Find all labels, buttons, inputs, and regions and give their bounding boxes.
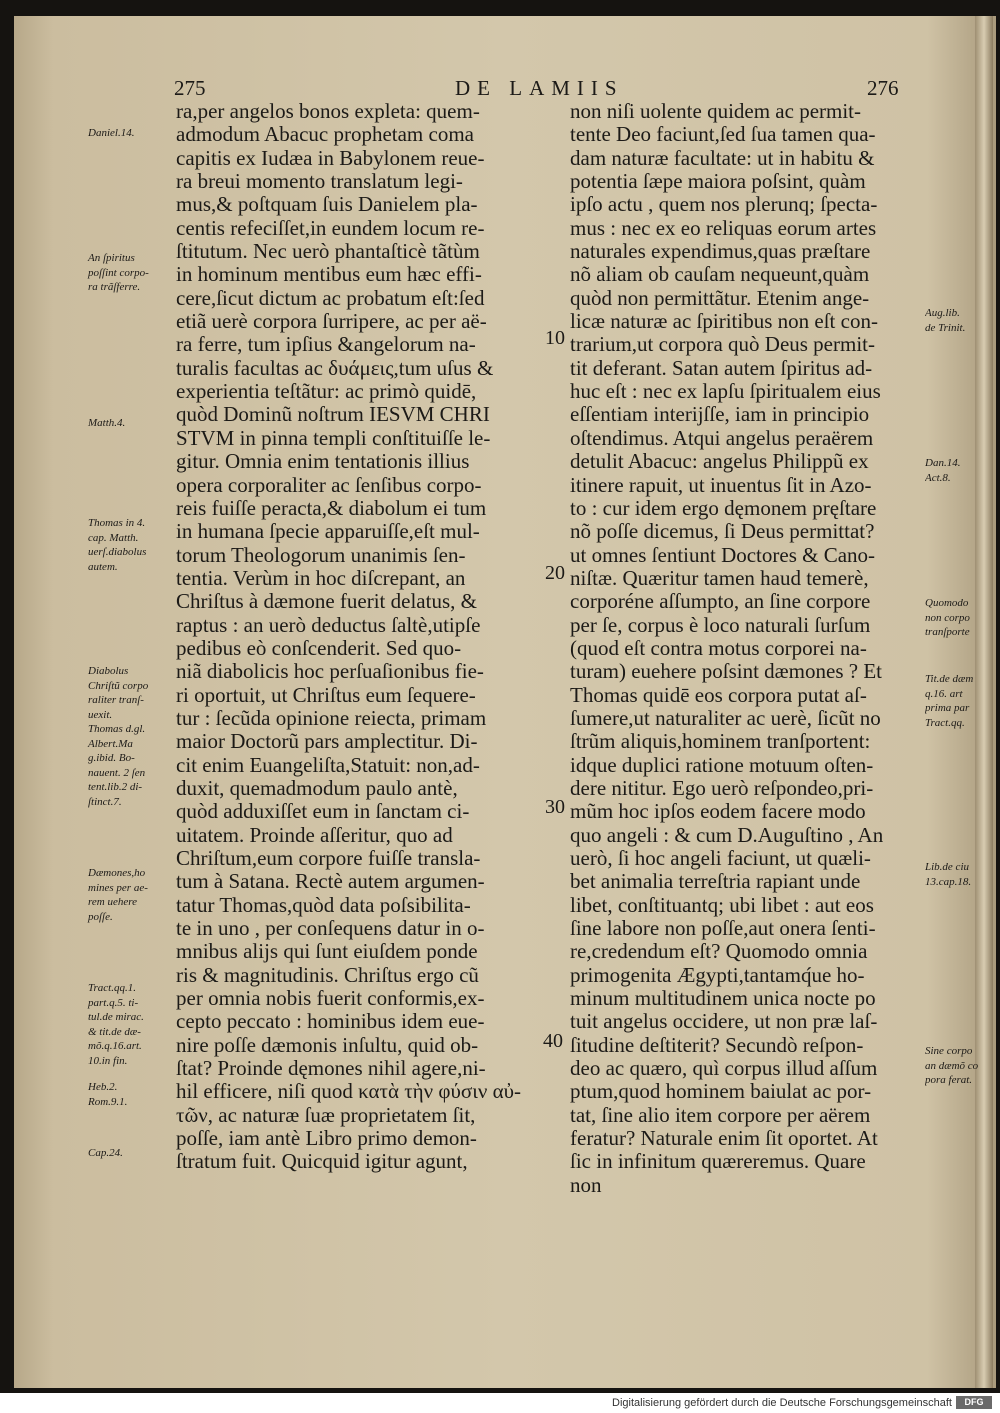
text-line: gitur. Omnia enim tentationis illius xyxy=(176,449,470,474)
margin-note xyxy=(925,672,997,730)
text-line: reis fuiſſe peracta,& diabolum ei tum xyxy=(176,495,487,520)
right-text-column xyxy=(570,100,928,1197)
margin-note-line: tranſporte xyxy=(925,626,970,638)
text-line: ſitudine deſtiterit? Secundò reſpon- xyxy=(570,1032,864,1057)
text-line: niã diabolicis hoc perſuaſionibus fie- xyxy=(176,659,484,684)
text-line: tatur Thomas,quòd data poſsibilita- xyxy=(176,892,471,917)
margin-note-line: Tit.de dæm xyxy=(925,673,974,685)
margin-note xyxy=(925,306,997,335)
text-line: admodum Abacuc prophetam coma xyxy=(176,122,474,147)
text-line: tentia. Verùm in hoc diſcrepant, an xyxy=(176,565,466,590)
margin-note-line: an dæmõ co xyxy=(925,1059,979,1072)
margin-note-line: Daniel.14. xyxy=(88,127,135,139)
margin-note xyxy=(88,416,174,431)
text-line: ſtat? Proinde dęmones nihil agere,ni- xyxy=(176,1056,486,1081)
margin-note xyxy=(88,1146,174,1161)
margin-note-line: ra trãſferre. xyxy=(88,281,141,293)
margin-note-line: raliter tranſ- xyxy=(88,694,144,706)
text-line: ſine labore non poſſe,aut onera ſenti- xyxy=(570,916,876,941)
text-line: ris & magnitudinis. Chriſtus ergo cũ xyxy=(176,962,479,987)
margin-note-line: Lib.de ciu xyxy=(925,861,969,873)
margin-note-line: Quomodo xyxy=(925,597,969,609)
margin-note-line: Diabolus xyxy=(88,665,129,677)
line-number: 20 xyxy=(545,562,565,584)
margin-note xyxy=(88,664,174,809)
text-line: ut omnes ſentiunt Doctores & Cano- xyxy=(570,542,876,567)
text-line: tur : ſecũda opinione reiecta, primam xyxy=(176,705,487,730)
text-line: te in uno , per conſequens datur in o- xyxy=(176,916,485,941)
margin-note-line: Rom.9.1. xyxy=(88,1095,128,1108)
line-number: 10 xyxy=(545,327,565,349)
margin-note-line: g.ibid. Bo- xyxy=(88,752,135,764)
margin-note xyxy=(925,456,997,485)
text-line: ſic in infinitum quæreremus. Quare xyxy=(570,1149,866,1174)
margin-note-line: & tit.de dæ- xyxy=(88,1025,141,1038)
text-line: per ſe, corpus è loco naturali ſurſum xyxy=(570,612,871,637)
text-line: pedibus eò conſcenderit. Sed quo- xyxy=(176,635,462,660)
text-line: oſtendimus. Atqui angelus peraërem xyxy=(570,425,874,450)
margin-note-line: prima par xyxy=(925,702,970,714)
text-line: niſtæ. Quæritur tamen haud temerè, xyxy=(570,565,869,590)
footer-bar xyxy=(0,1393,1000,1413)
text-line: dam naturæ facultate: ut in habitu & xyxy=(570,145,875,170)
text-line: quo angeli : & cum D.Auguſtino , An xyxy=(570,822,884,847)
margin-note-line: tul.de mirac. xyxy=(88,1011,144,1023)
margin-note-line: Thomas in 4. xyxy=(88,517,146,529)
text-line: uerò, ſi hoc angeli faciunt, ut quæli- xyxy=(570,846,871,870)
text-line: capitis ex Iudæa in Babylonem reue- xyxy=(176,145,485,170)
margin-note-line: 13.cap.18. xyxy=(925,875,972,888)
text-line: hil efficere, niſi quod κατὰ τὴν φύσιν αὐ- xyxy=(176,1079,522,1104)
text-line: (quod eſt contra motus corporei na- xyxy=(570,635,867,660)
text-line: opera corporaliter ac ſenſibus corpo- xyxy=(176,472,482,497)
text-line: mnibus alijs qui ſunt eiuſdem ponde xyxy=(176,939,478,964)
margin-note-line: mõ.q.16.art. xyxy=(88,1040,142,1052)
text-line: duxit, quemadmodum paulo antè, xyxy=(176,775,458,800)
margin-note-line: Dæmones,ho xyxy=(88,867,146,879)
text-line: STVM in pinna templi conſtituiſſe le- xyxy=(176,425,491,450)
text-line: licæ naturæ ac ſpiritibus non eſt con- xyxy=(570,309,878,334)
margin-note-line: Sine corpo xyxy=(925,1045,973,1057)
margin-note-line: Tract.qq. xyxy=(925,716,965,729)
text-line: turalis facultas ac δυάμεις,tum uſus & xyxy=(176,355,494,380)
margin-note-line: Tract.qq.1. xyxy=(88,982,136,994)
text-line: experientia teſtãtur: ac primò quidē, xyxy=(176,379,477,404)
text-line: tum à Satana. Rectè autem argumen- xyxy=(176,869,485,894)
margin-note-line: nauent. 2 ſen xyxy=(88,766,146,779)
text-line: deo ac quæro, quì corpus illud aſſum xyxy=(570,1056,878,1081)
margin-note-line: Thomas d.gl. xyxy=(88,723,146,735)
margin-note-line: Cap.24. xyxy=(88,1147,123,1159)
text-line: ipſo actu , quem nos plerunq; ſpecta- xyxy=(570,192,878,217)
text-line: ſtratum fuit. Quicquid igitur agunt, xyxy=(176,1149,468,1174)
text-line: tente Deo faciunt,ſed ſua tamen qua- xyxy=(570,122,876,147)
margin-note-line: uexit. xyxy=(88,708,113,721)
text-line: uitatem. Proinde aſſeritur, quo ad xyxy=(176,822,453,847)
text-line: bet animalia terreſtria rapiant unde xyxy=(570,869,861,894)
margin-note-line: Act.8. xyxy=(925,471,951,484)
text-line: mus,& poſtquam ſuis Danielem pla- xyxy=(176,192,478,217)
text-line: ra,per angelos bonos expleta: quem- xyxy=(176,99,480,123)
text-line: non niſi uolente quidem ac permit- xyxy=(570,99,862,123)
text-line: nõ poſſe dicemus, ſi Deus permittat? xyxy=(570,519,875,544)
text-line: tuit angelus occidere, ut non præ laſ- xyxy=(570,1009,878,1034)
margin-note xyxy=(925,1044,997,1088)
text-line: libet, conſtituantq; ubi libet : aut eos xyxy=(570,892,874,917)
text-line: primogenita Ægypti,tantamq́ue ho- xyxy=(570,962,865,987)
text-line: τῶν, ac naturæ ſuæ proprietatem ſit, xyxy=(176,1102,476,1127)
margin-note-line: An ſpiritus xyxy=(88,252,135,264)
text-line: ſtitutum. Nec uerò phantaſticè tãtùm xyxy=(176,239,480,264)
margin-note-line: Heb.2. xyxy=(88,1081,118,1093)
page-number-right: 276 xyxy=(867,76,899,100)
text-line: poſſe, iam antè Libro primo demon- xyxy=(176,1126,477,1151)
text-line: non xyxy=(570,1172,602,1197)
text-line: huc eſt : nec ex lapſu ſpiritualem eius xyxy=(570,379,881,404)
text-line: tit deferant. Satan autem ſpiritus ad- xyxy=(570,355,873,380)
text-line: mũm hoc ipſos eodem facere modo xyxy=(570,799,866,824)
margin-note-line: tent.lib.2 di- xyxy=(88,781,143,793)
text-line: itinere rapuit, ut inuentus ſit in Azo- xyxy=(570,472,872,497)
text-line: cere,ſicut dictum ac probatum eſt:ſed xyxy=(176,285,485,310)
text-line: Chriſtus à dæmone fuerit delatus, & xyxy=(176,589,477,614)
text-line: potentia ſæpe maiora poſsint, quàm xyxy=(570,169,866,194)
margin-note-line: Dan.14. xyxy=(925,457,961,469)
text-line: trarium,ut corpora quò Deus permit- xyxy=(570,332,875,357)
margin-note-line: pora ferat. xyxy=(925,1074,973,1086)
text-line: Thomas quidē eos corpora putat aſ- xyxy=(570,682,867,707)
text-line: ra ferre, tum ipſius &angelorum na- xyxy=(176,332,476,357)
margin-note-line: Albert.Ma xyxy=(88,737,133,750)
margin-note-line: uerſ.diabolus xyxy=(88,546,147,558)
margin-note-line: ſtinct.7. xyxy=(88,795,122,808)
margin-note-line: mines per ae- xyxy=(88,881,148,894)
margin-note xyxy=(88,1080,174,1109)
text-line: naturales expendimus,quas præſtare xyxy=(570,239,871,264)
text-line: detulit Abacuc: angelus Philippũ ex xyxy=(570,449,869,474)
text-line: turam) euehere poſsint dæmones ? Et xyxy=(570,659,882,684)
dfg-logo: DFG xyxy=(956,1396,992,1409)
margin-note-line: non corpo xyxy=(925,611,970,624)
text-line: nõ aliam ob cauſam nequeunt,quàm xyxy=(570,262,870,287)
text-line: ſtrũm aliquis,hominem tranſportent: xyxy=(570,729,871,754)
text-line: corporéne aſſumpto, an ſine corpore xyxy=(570,589,871,614)
margin-note xyxy=(88,126,174,141)
margin-note xyxy=(925,860,997,889)
text-line: quòd non permittãtur. Etenim ange- xyxy=(570,285,870,310)
text-line: Chriſtum,eum corpore fuiſſe transla- xyxy=(176,846,481,870)
text-line: re,credendum eſt? Quomodo omnia xyxy=(570,939,868,964)
margin-note xyxy=(925,596,997,640)
margin-note-line: cap. Matth. xyxy=(88,531,139,544)
text-line: maior Doctorũ pars amplectitur. Di- xyxy=(176,729,478,754)
margin-note-line: Matth.4. xyxy=(88,417,126,429)
text-line: in hominum mentibus eum hæc effi- xyxy=(176,262,482,287)
margin-note xyxy=(88,866,174,924)
text-line: centis refeciſſet,in eundem locum re- xyxy=(176,215,485,240)
text-line: to : cur idem ergo dęmonem pręſtare xyxy=(570,495,877,520)
text-line: cepto peccato : hominibus idem eue- xyxy=(176,1009,485,1034)
margin-note xyxy=(88,981,174,1068)
margin-note-line: rem uehere xyxy=(88,896,137,908)
margin-note-line: 10.in fin. xyxy=(88,1054,128,1067)
running-title: DE LAMIIS xyxy=(455,76,624,100)
margin-note-line: autem. xyxy=(88,560,118,573)
text-line: ſumere,ut naturaliter ac uerè, ſicũt no xyxy=(570,705,881,730)
text-line: feratur? Naturale enim ſit oportet. At xyxy=(570,1126,878,1151)
margin-note-line: poſſint corpo- xyxy=(88,266,149,279)
text-line: cit enim Euangeliſta,Statuit: non,ad- xyxy=(176,752,480,777)
margin-note-line: Chriſtũ corpo xyxy=(88,679,149,692)
margin-note-line: poſſe. xyxy=(88,910,113,923)
margin-note-line: de Trinit. xyxy=(925,321,966,334)
text-line: ri oportuit, ut Chriſtus eum ſequere- xyxy=(176,682,476,707)
text-line: dere nititur. Ego uerò reſpondeo,pri- xyxy=(570,775,874,800)
left-text-column xyxy=(176,100,542,1174)
line-number: 40 xyxy=(543,1030,563,1052)
text-line: raptus : an uerò deductus ſaltè,utipſe xyxy=(176,612,481,637)
text-line: tat, ſine alio item corpore per aërem xyxy=(570,1102,871,1127)
text-line: ptum,quod hominem baiulat ac por- xyxy=(570,1079,872,1104)
margin-note-line: q.16. art xyxy=(925,687,963,700)
text-line: nire poſſe dæmonis inſultu, quid ob- xyxy=(176,1032,479,1057)
funding-credit: Digitalisierung gefördert durch die Deutsche Forschungsgemeinschaft xyxy=(612,1397,952,1409)
text-line: mus : nec ex eo reliquas eorum artes xyxy=(570,215,877,240)
text-line: per omnia nobis fuerit conformis,ex- xyxy=(176,986,485,1011)
text-line: idque duplici ratione motuum oſten- xyxy=(570,752,874,777)
text-line: quòd adduxiſſet eum in ſanctam ci- xyxy=(176,799,470,824)
margin-note xyxy=(88,516,174,574)
text-line: minum multitudinem unica nocte po xyxy=(570,986,876,1011)
text-line: torum Theologorum unanimis ſen- xyxy=(176,542,466,567)
margin-note xyxy=(88,251,174,295)
margin-note-line: part.q.5. ti- xyxy=(88,996,139,1009)
text-line: in humana ſpecie apparuiſſe,eſt mul- xyxy=(176,519,480,544)
text-line: quòd Dominũ noſtrum IESVM CHRI xyxy=(176,402,490,427)
text-line: ra breui momento translatum legi- xyxy=(176,169,463,194)
page-number-left: 275 xyxy=(174,76,206,100)
text-line: etiã uerè corpora ſurripere, ac per aë- xyxy=(176,309,487,334)
text-line: eſſentiam interijſſe, iam in principio xyxy=(570,402,870,427)
line-number: 30 xyxy=(545,796,565,818)
margin-note-line: Aug.lib. xyxy=(925,307,960,319)
